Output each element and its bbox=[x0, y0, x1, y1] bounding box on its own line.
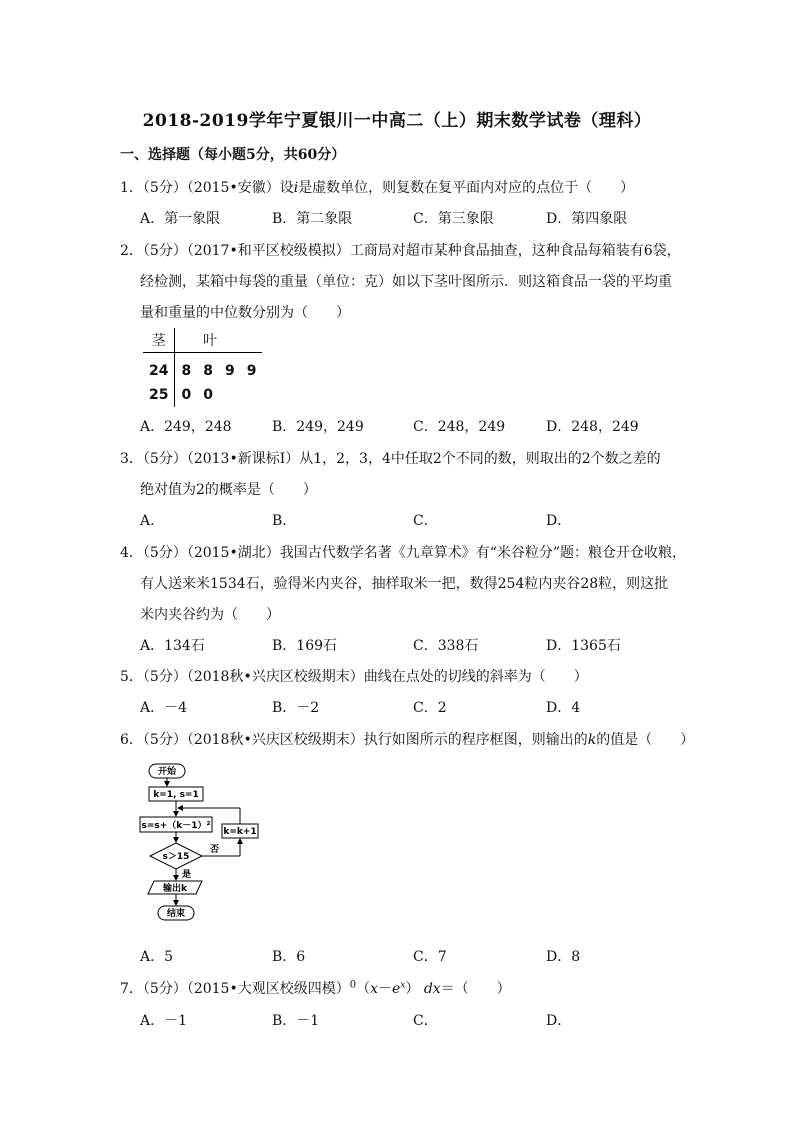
leaf-value: 0 bbox=[181, 387, 192, 403]
question-3-line-1: 3．（5分）（2013•新课标Ⅰ）从1，2，3，4中任取2个不同的数，则取出的2个数之差的 bbox=[120, 451, 661, 467]
flow-condition-label: s＞15 bbox=[162, 852, 190, 862]
q3-option-a: A． bbox=[140, 513, 165, 529]
flow-yes-label: 是 bbox=[182, 870, 192, 880]
program-flowchart bbox=[136, 760, 276, 930]
leaf-value: 8 bbox=[181, 363, 192, 379]
leaf-value: 0 bbox=[203, 387, 213, 403]
q5-option-a: A．－4 bbox=[140, 700, 188, 716]
flow-increment-label: k=k+1 bbox=[223, 827, 257, 837]
leaf-value: 9 bbox=[224, 363, 235, 379]
question-2-line-3: 量和重量的中位数分别为（ ） bbox=[140, 305, 350, 321]
q3-option-d: D． bbox=[546, 513, 572, 529]
q2-option-d: D．248，249 bbox=[546, 419, 639, 435]
q4-option-d: D．1365石 bbox=[546, 638, 621, 654]
q4-option-b: B．169石 bbox=[272, 638, 338, 654]
section-heading: 一、选择题（每小题5分，共60分） bbox=[120, 147, 346, 163]
q7-option-b: B．－1 bbox=[272, 1013, 320, 1029]
question-3-line-2: 绝对值为2的概率是（ ） bbox=[140, 482, 317, 498]
q1-option-a: A．第一象限 bbox=[140, 211, 221, 227]
q7-option-c: C． bbox=[413, 1013, 438, 1029]
q4-option-a: A．134石 bbox=[140, 638, 205, 654]
q5-option-d: D．4 bbox=[546, 700, 581, 716]
flow-assign-label: s=s+（k－1）² bbox=[141, 821, 211, 831]
q2-option-c: C．248，249 bbox=[413, 419, 506, 435]
question-1-text: 1．（5分）（2015•安徽）设i是虚数单位，则复数在复平面内对应的点位于（ ） bbox=[120, 180, 635, 196]
stem-value: 24 bbox=[143, 353, 175, 384]
q6-option-a: A．5 bbox=[140, 949, 174, 965]
leaf-value: 8 bbox=[203, 363, 213, 379]
q2-option-b: B．249，249 bbox=[272, 419, 364, 435]
q1-option-b: B．第二象限 bbox=[272, 211, 353, 227]
question-2-line-2: 经检测，某箱中每袋的重量（单位：克）如以下茎叶图所示．则这箱食品一袋的平均重 bbox=[140, 274, 672, 290]
stem-value: 25 bbox=[143, 383, 175, 407]
q3-option-c: C． bbox=[413, 513, 438, 529]
question-4-line-1: 4．（5分）（2015•湖北）我国古代数学名著《九章算术》有“米谷粒分”题：粮仓开仓收粮， bbox=[120, 545, 687, 561]
q5-option-b: B．－2 bbox=[272, 700, 320, 716]
flow-output-label: 输出k bbox=[163, 884, 187, 894]
leaf-value: 9 bbox=[246, 363, 257, 379]
flow-end-label: 结束 bbox=[166, 909, 186, 919]
stem-header: 茎 bbox=[143, 328, 175, 353]
q6-option-b: B．6 bbox=[272, 949, 306, 965]
flow-init-label: k=1, s=1 bbox=[153, 790, 199, 800]
q6-option-d: D．8 bbox=[546, 949, 581, 965]
flow-no-label: 否 bbox=[210, 845, 220, 855]
q3-option-b: B． bbox=[272, 513, 297, 529]
flow-start-label: 开始 bbox=[157, 767, 177, 777]
question-6-text: 6．（5分）（2018秋•兴庆区校级期末）执行如图所示的程序框图，则输出的k的值是（ ） bbox=[120, 732, 695, 748]
question-4-line-2: 有人送来米1534石，验得米内夹谷，抽样取米一把，数得254粒内夹谷28粒，则这批 bbox=[140, 576, 669, 592]
leaf-header: 叶 bbox=[202, 333, 217, 349]
question-4-line-3: 米内夹谷约为（ ） bbox=[140, 607, 280, 623]
q7-option-d: D． bbox=[546, 1013, 572, 1029]
q6-option-c: C．7 bbox=[413, 949, 447, 965]
q4-option-c: C．338石 bbox=[413, 638, 479, 654]
question-2-line-1: 2．（5分）（2017•和平区校级模拟）工商局对超市某种食品抽查，这种食品每箱装有6袋， bbox=[120, 243, 681, 259]
q1-option-c: C．第三象限 bbox=[413, 211, 494, 227]
page-title: 2018-2019学年宁夏银川一中高二（上）期末数学试卷（理科） bbox=[142, 111, 652, 131]
stem-leaf-plot bbox=[143, 328, 262, 407]
question-5-text: 5．（5分）（2018秋•兴庆区校级期末）曲线在点处的切线的斜率为（ ） bbox=[120, 669, 588, 685]
q5-option-c: C．2 bbox=[413, 700, 447, 716]
question-7-text: 7．（5分）（2015•大观区校级四模）$^0(x-e^x)$ dx＝（ ） bbox=[120, 979, 511, 997]
q2-option-a: A．249，248 bbox=[140, 419, 232, 435]
q1-option-d: D．第四象限 bbox=[546, 211, 628, 227]
q7-option-a: A．－1 bbox=[140, 1013, 188, 1029]
